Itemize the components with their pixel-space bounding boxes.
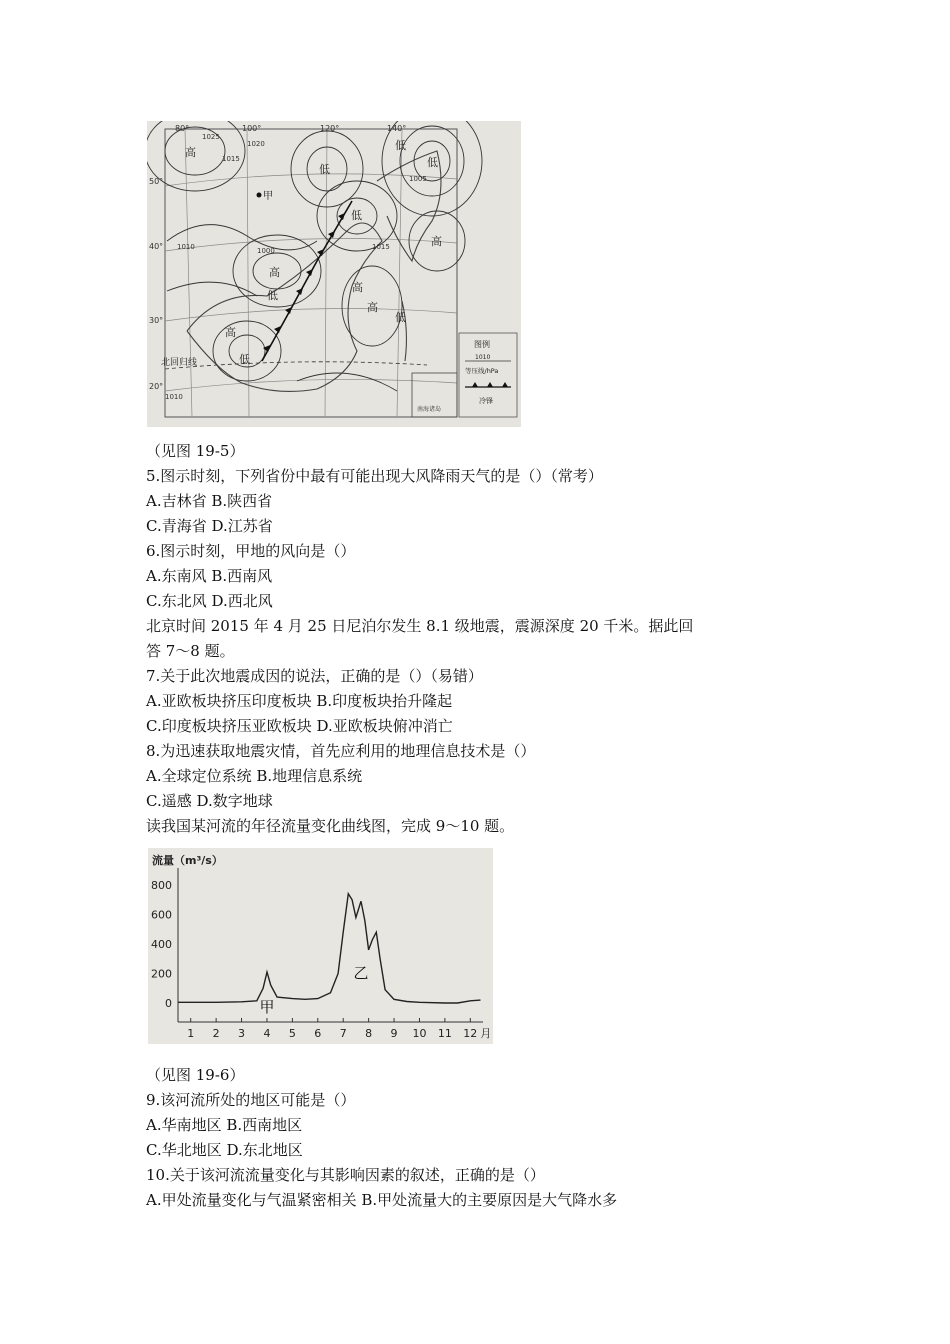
tropic-label: 北回归线 [161,358,198,368]
x-tick-label: 3 [238,1027,246,1040]
flow-chart-figure [148,848,493,1044]
x-tick-label: 11 [437,1027,452,1040]
isobar-value: 1025 [202,133,220,141]
x-unit-label: 月 [480,1027,492,1040]
question-line: A.亚欧板块挤压印度板块 B.印度板块抬升隆起 [146,692,453,710]
question-line: 北京时间 2015 年 4 月 25 日尼泊尔发生 8.1 级地震，震源深度 20 千米。据此回 [146,617,694,635]
isobar-value: 1005 [409,175,427,183]
isobar-value: 1000 [257,247,275,255]
x-tick-label: 2 [212,1027,220,1040]
x-tick-label: 4 [263,1027,271,1040]
x-tick-label: 10 [412,1027,427,1040]
lon-label: 120° [320,124,340,133]
y-tick-label: 400 [151,938,172,951]
isobar-value: 1015 [372,243,390,251]
question-line: A.华南地区 B.西南地区 [146,1116,303,1134]
legend-title: 图例 [474,340,490,349]
x-tick-label: 6 [314,1027,322,1040]
question-line: C.华北地区 D.东北地区 [146,1141,303,1159]
question-line: 5.图示时刻，下列省份中最有可能出现大风降雨天气的是（）（常考） [146,467,603,485]
lat-label: 40° [149,242,164,251]
x-tick-label: 8 [365,1027,373,1040]
pressure-center: 低 [319,163,330,176]
x-tick-label: 5 [288,1027,296,1040]
question-line: A.甲处流量变化与气温紧密相关 B.甲处流量大的主要原因是大气降水多 [146,1191,618,1209]
pressure-center: 高 [269,266,280,279]
point-jia-marker [257,193,262,198]
pressure-center: 高 [352,281,363,294]
question-line: 答 7～8 题。 [146,642,235,660]
x-tick-label: 12 [463,1027,478,1040]
question-line: C.东北风 D.西北风 [146,592,273,610]
pressure-center: 低 [427,156,438,169]
figure-caption: （见图 19-6） [146,1066,245,1084]
isobar-value: 1010 [177,243,195,251]
question-line: 9.该河流所处的地区可能是（） [146,1091,356,1109]
weather-map-svg [147,121,521,427]
y-tick-label: 0 [165,997,172,1010]
question-line: C.青海省 D.江苏省 [146,517,273,535]
pressure-center: 低 [395,311,406,324]
isobar-value: 1015 [222,155,240,163]
question-line: 8.为迅速获取地震灾情，首先应利用的地理信息技术是（） [146,742,536,760]
question-line: 6.图示时刻，甲地的风向是（） [146,542,356,560]
legend-isobar-text: 等压线/hPa [465,367,499,375]
question-line: C.遥感 D.数字地球 [146,792,273,810]
pressure-center: 高 [367,301,378,314]
lon-label: 80° [175,124,190,133]
lat-label: 50° [149,177,164,186]
question-line: A.全球定位系统 B.地理信息系统 [146,767,363,785]
lat-label: 30° [149,316,164,325]
figure-caption: （见图 19-5） [146,442,245,460]
map-legend [459,333,517,417]
pressure-center: 低 [351,209,362,222]
question-line: C.印度板块挤压亚欧板块 D.亚欧板块俯冲消亡 [146,717,453,735]
pressure-center: 低 [395,139,406,152]
pressure-center: 高 [431,235,442,248]
point-jia-label: 甲 [263,191,273,202]
pressure-center: 低 [267,289,278,302]
x-tick-label: 7 [339,1027,347,1040]
pressure-center: 高 [185,146,196,159]
question-line: 10.关于该河流流量变化与其影响因素的叙述，正确的是（） [146,1166,545,1184]
chart-ylabel: 流量（m³/s） [152,854,223,867]
x-tick-label: 9 [390,1027,398,1040]
lat-label: 20° [149,382,164,391]
y-tick-label: 200 [151,967,172,981]
isobar-value: 1010 [165,393,183,401]
isobar-value: 1020 [247,140,265,148]
flow-chart-svg [148,848,493,1044]
lon-label: 100° [242,124,262,133]
question-line: 7.关于此次地震成因的说法，正确的是（）（易错） [146,667,483,685]
chart-annotation: 乙 [353,963,369,982]
y-tick-label: 800 [151,879,172,892]
pressure-center: 低 [239,353,250,366]
question-line: 读我国某河流的年径流量变化曲线图，完成 9～10 题。 [146,817,515,835]
legend-isobar-value: 1010 [475,354,491,361]
question-line: A.吉林省 B.陕西省 [146,492,273,510]
chart-annotation: 甲 [259,997,275,1016]
lon-label: 140° [387,124,407,133]
inset-label: 南海诸岛 [417,406,442,413]
y-tick-label: 600 [151,908,172,922]
pressure-center: 高 [225,326,236,339]
x-tick-label: 1 [187,1027,195,1040]
weather-map-figure [147,121,521,427]
legend-front-text: 冷锋 [479,397,493,405]
question-line: A.东南风 B.西南风 [146,567,273,585]
